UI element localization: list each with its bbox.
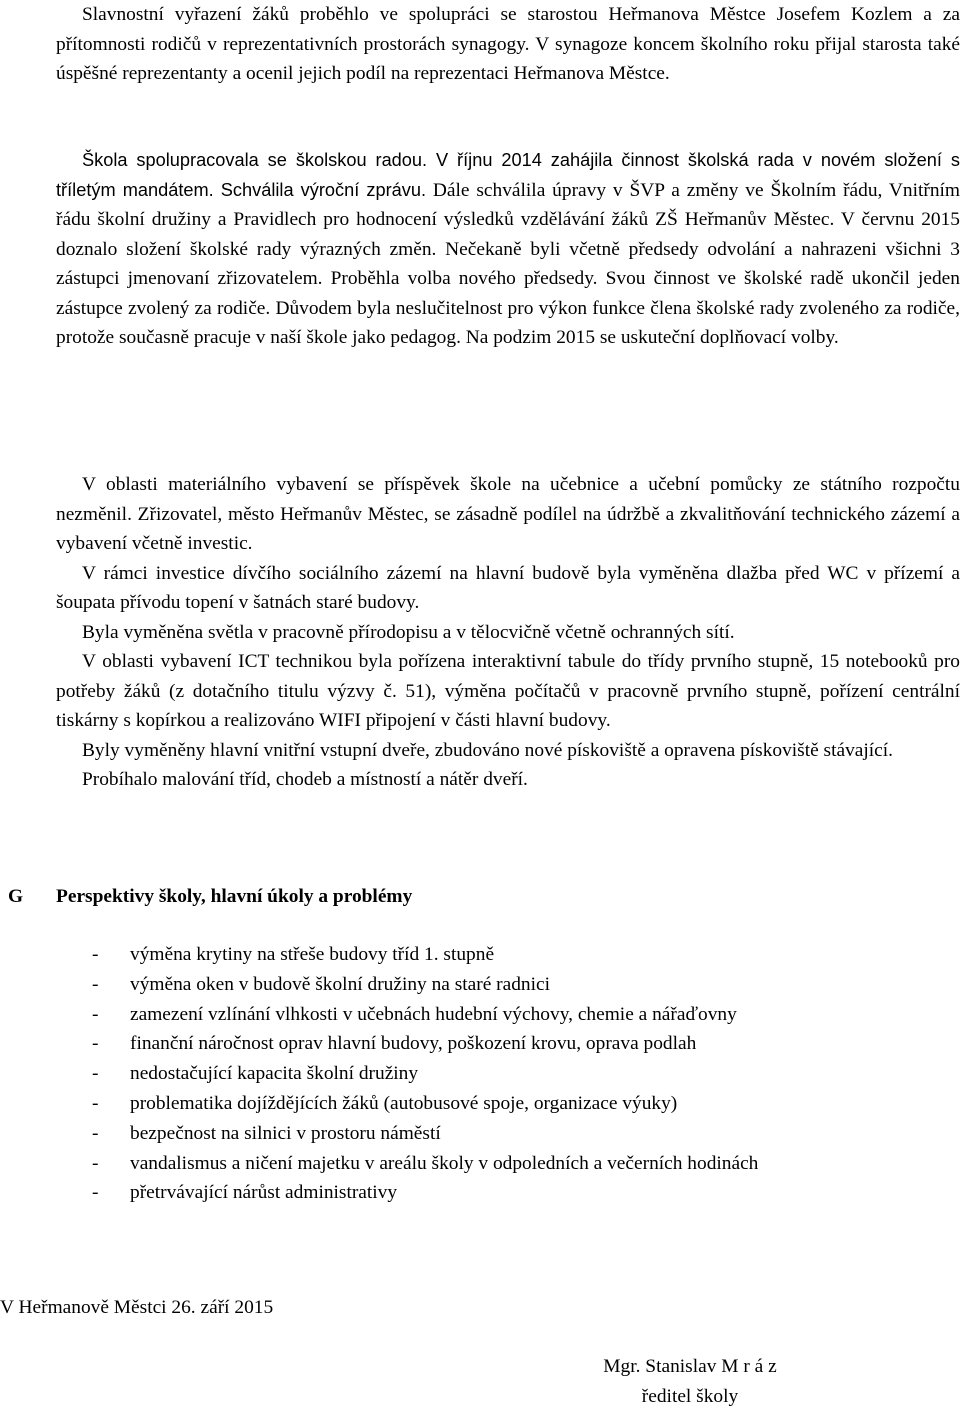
paragraph-lights: Byla vyměněna světla v pracovně přírodopisu a v tělocvičně včetně ochranných sítí.	[82, 621, 735, 643]
section-title: Perspektivy školy, hlavní úkoly a problémy	[56, 886, 413, 907]
list-item-text: bezpečnost na silnici v prostoru náměstí	[130, 1122, 441, 1144]
list-item-text: problematika dojíždějících žáků (autobusové spoje, organizace výuky)	[130, 1092, 678, 1114]
list-item-text: finanční náročnost oprav hlavní budovy, poškození krovu, oprava podlah	[130, 1033, 697, 1055]
list-item-text: nedostačující kapacita školní družiny	[130, 1063, 419, 1085]
paragraph-doors-sandpit: Byly vyměněny hlavní vnitřní vstupní dveře, zbudováno nové pískoviště a opravena pískoviště stávající.	[82, 739, 894, 761]
list-item-text: přetrvávající nárůst administrativy	[130, 1182, 398, 1204]
list-item	[92, 1178, 758, 1208]
place-and-date: V Heřmanově Městci 26. září 2015	[0, 1297, 274, 1318]
list-item-text: vandalismus a ničení majetku v areálu školy v odpoledních a večerních hodinách	[130, 1152, 759, 1174]
list-item	[92, 1029, 758, 1059]
paragraph-ict: V oblasti vybavení ICT technikou byla pořízena interaktivní tabule do třídy prvního stupně, 15 notebooků pro potřeby žáků (z dotačního titulu výzvy č. 51), výměna počítačů v pracovně prvního stupně, pořízení centrální tiskárny s kopírkou a realizováno WIFI připojení v části hlavní budovy.	[56, 651, 960, 731]
list-item	[92, 1119, 758, 1149]
signature-block	[560, 1352, 820, 1412]
signature-name: Mgr. Stanislav M r á z	[603, 1356, 777, 1377]
list-dash: -	[92, 1063, 99, 1085]
paragraph-group-equipment	[56, 470, 960, 795]
list-dash: -	[92, 1182, 99, 1204]
list-item	[92, 1089, 758, 1119]
school-board-lead-text: Škola spolupracovala se školskou radou. V říjnu 2014 zahájila činnost školská rada v novém složení s tříletým mandátem. Schválila výroční zprávu.	[56, 150, 960, 200]
list-dash: -	[92, 1122, 99, 1144]
list-item	[92, 1000, 758, 1030]
list-dash: -	[92, 1092, 99, 1114]
list-dash: -	[92, 1033, 99, 1055]
paragraph-sanitary-investment: V rámci investice dívčího sociálního zázemí na hlavní budově byla vyměněna dlažba před WC v přízemí a šoupata přívodu topení v šatnách staré budovy.	[56, 562, 960, 613]
paragraph-ceremony-text: Slavnostní vyřazení žáků proběhlo ve spolupráci se starostou Heřmanova Městce Josefem Kozlem a za přítomnosti rodičů v reprezentativních prostorách synagogy. V synagoze koncem školního roku přijal starosta také úspěšné reprezentanty a ocenil jejich podíl na reprezentaci Heřmanova Městce.	[56, 4, 960, 84]
list-dash: -	[92, 1152, 99, 1174]
list-item-text: zamezení vzlínání vlhkosti v učebnách hudební výchovy, chemie a nářaďovny	[130, 1003, 737, 1025]
list-item-text: výměna oken v budově školní družiny na staré radnici	[130, 973, 551, 995]
list-item	[92, 970, 758, 1000]
problems-list	[92, 940, 758, 1208]
list-item	[92, 1059, 758, 1089]
list-dash: -	[92, 1003, 99, 1025]
list-dash: -	[92, 944, 99, 965]
paragraph-painting: Probíhalo malování tříd, chodeb a místností a nátěr dveří.	[82, 769, 528, 790]
list-dash: -	[92, 973, 99, 995]
school-board-rest-text: Dále schválila úpravy v ŠVP a změny ve Školním řádu, Vnitřním řádu školní družiny a Pravidlech pro hodnocení výsledků vzdělávání žáků ZŠ Heřmanův Městec. V červnu 2015 doznalo složení školské rady výrazných změn. Nečekaně byli včetně předsedy odvolání a nahrazeni všichni 3 zástupci jmenovaní zřizovatelem. Proběhla volba nového předsedy. Svou činnost ve školské radě ukončil jeden zástupce zvolený za rodiče. Důvodem byla neslučitelnost pro výkon funkce člena školské rady zvoleného za rodiče, protože současně pracuje v naší škole jako pedagog. Na podzim 2015 se uskuteční doplňovací volby.	[56, 179, 960, 348]
section-letter: G	[8, 886, 24, 907]
list-item	[92, 940, 758, 970]
signature-role: ředitel školy	[641, 1386, 739, 1407]
paragraph-ceremony	[56, 0, 960, 89]
paragraph-school-board-text	[56, 146, 960, 353]
list-item	[92, 1149, 758, 1179]
paragraph-material-equipment: V oblasti materiálního vybavení se příspěvek škole na učebnice a učební pomůcky ze státního rozpočtu nezměnil. Zřizovatel, město Heřmanův Městec, se zásadně podílel na údržbě a zkvalitňování technického zázemí a vybavení včetně investic.	[56, 474, 960, 554]
paragraph-school-board	[56, 146, 960, 353]
list-item-text: výměna krytiny na střeše budovy tříd 1. stupně	[130, 944, 495, 965]
